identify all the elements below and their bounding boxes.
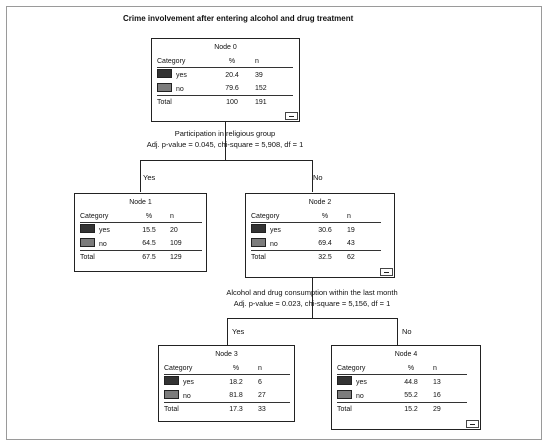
no-swatch [157,83,172,92]
node-2[interactable] [245,193,395,278]
total-n: 33 [258,406,266,413]
pct-value: 81.8 [214,389,258,403]
node-4[interactable] [331,345,481,430]
total-label: Total [157,99,172,106]
n-value: 39 [255,71,263,79]
node-1[interactable] [74,193,207,272]
pct-value: 55.2 [389,389,433,403]
n-value: 27 [258,389,290,403]
total-pct: 100 [226,99,238,106]
node-0[interactable] [151,38,300,122]
split-2-label [214,287,410,309]
pct-value: 69.4 [303,237,347,251]
node-label: Node 1 [129,199,152,206]
no-swatch [337,390,352,399]
pct-value: 30.6 [318,226,332,234]
yes-swatch [164,376,179,385]
pct-value: 18.2 [229,378,243,386]
node-table [164,362,290,416]
node-table [337,362,467,416]
category-header: Category [337,362,389,375]
n-value: 20 [170,226,178,234]
category-label: no [183,392,191,400]
yes-swatch [157,69,172,78]
total-n: 191 [255,99,267,106]
total-label: Total [337,406,352,413]
n-header: n [255,55,293,68]
node-table [80,210,202,264]
n-value: 16 [433,389,467,403]
n-value: 43 [347,237,381,251]
branch-label-no: No [402,327,412,336]
branch-label-no: No [313,173,323,182]
collapse-icon[interactable] [285,112,298,120]
collapse-icon[interactable] [380,268,393,276]
split-variable: Participation in religious group [174,129,276,138]
total-pct: 32.5 [318,254,332,261]
n-header: n [347,210,381,223]
total-pct: 17.3 [229,406,243,413]
total-n: 129 [170,254,182,261]
total-pct: 67.5 [142,254,156,261]
category-label: no [270,240,278,248]
n-value: 109 [170,237,202,251]
node-label: Node 3 [215,351,238,358]
category-header: Category [157,55,209,68]
pct-header: % [209,55,255,68]
category-header: Category [251,210,303,223]
node-label: Node 0 [214,44,237,51]
branch-label-yes: Yes [232,327,245,336]
branch-label-yes: Yes [143,173,156,182]
category-label: yes [99,227,110,234]
total-n: 62 [347,254,355,261]
category-label: yes [183,379,194,386]
split-stats: Adj. p-value = 0.023, chi-square = 5,156, df = 1 [233,299,391,308]
pct-header: % [128,210,170,223]
no-swatch [80,238,95,247]
category-label: no [99,240,107,248]
n-value: 152 [255,82,293,96]
category-label: no [356,392,364,400]
n-value: 19 [347,226,355,234]
split-0-label [130,128,320,150]
n-value: 6 [258,378,262,386]
pct-value: 79.6 [209,82,255,96]
category-label: yes [356,379,367,386]
category-header: Category [164,362,214,375]
n-header: n [433,362,467,375]
pct-value: 15.5 [142,226,156,234]
pct-value: 64.5 [128,237,170,251]
category-header: Category [80,210,128,223]
total-label: Total [251,254,266,261]
category-label: yes [270,227,281,234]
category-label: no [176,85,184,93]
pct-header: % [303,210,347,223]
yes-swatch [251,224,266,233]
node-label: Node 4 [394,351,418,358]
node-label: Node 2 [308,199,332,206]
n-value: 13 [433,378,441,386]
collapse-icon[interactable] [466,420,479,428]
node-table [157,55,293,109]
pct-value: 44.8 [404,378,418,386]
total-pct: 15.2 [404,406,418,413]
n-header: n [258,362,290,375]
category-label: yes [176,72,187,79]
total-label: Total [80,254,95,261]
split-variable: Alcohol and drug consumption within the last month [226,288,398,297]
yes-swatch [337,376,352,385]
pct-header: % [389,362,433,375]
split-stats: Adj. p-value = 0.045, chi-square = 5,908, df = 1 [146,140,304,149]
node-table [251,210,381,264]
total-label: Total [164,406,179,413]
diagram-title: Crime involvement after entering alcohol and drug treatment [123,14,354,23]
yes-swatch [80,224,95,233]
total-n: 29 [433,406,441,413]
node-3[interactable] [158,345,295,422]
pct-value: 20.4 [225,71,239,79]
pct-header: % [214,362,258,375]
n-header: n [170,210,202,223]
no-swatch [164,390,179,399]
no-swatch [251,238,266,247]
